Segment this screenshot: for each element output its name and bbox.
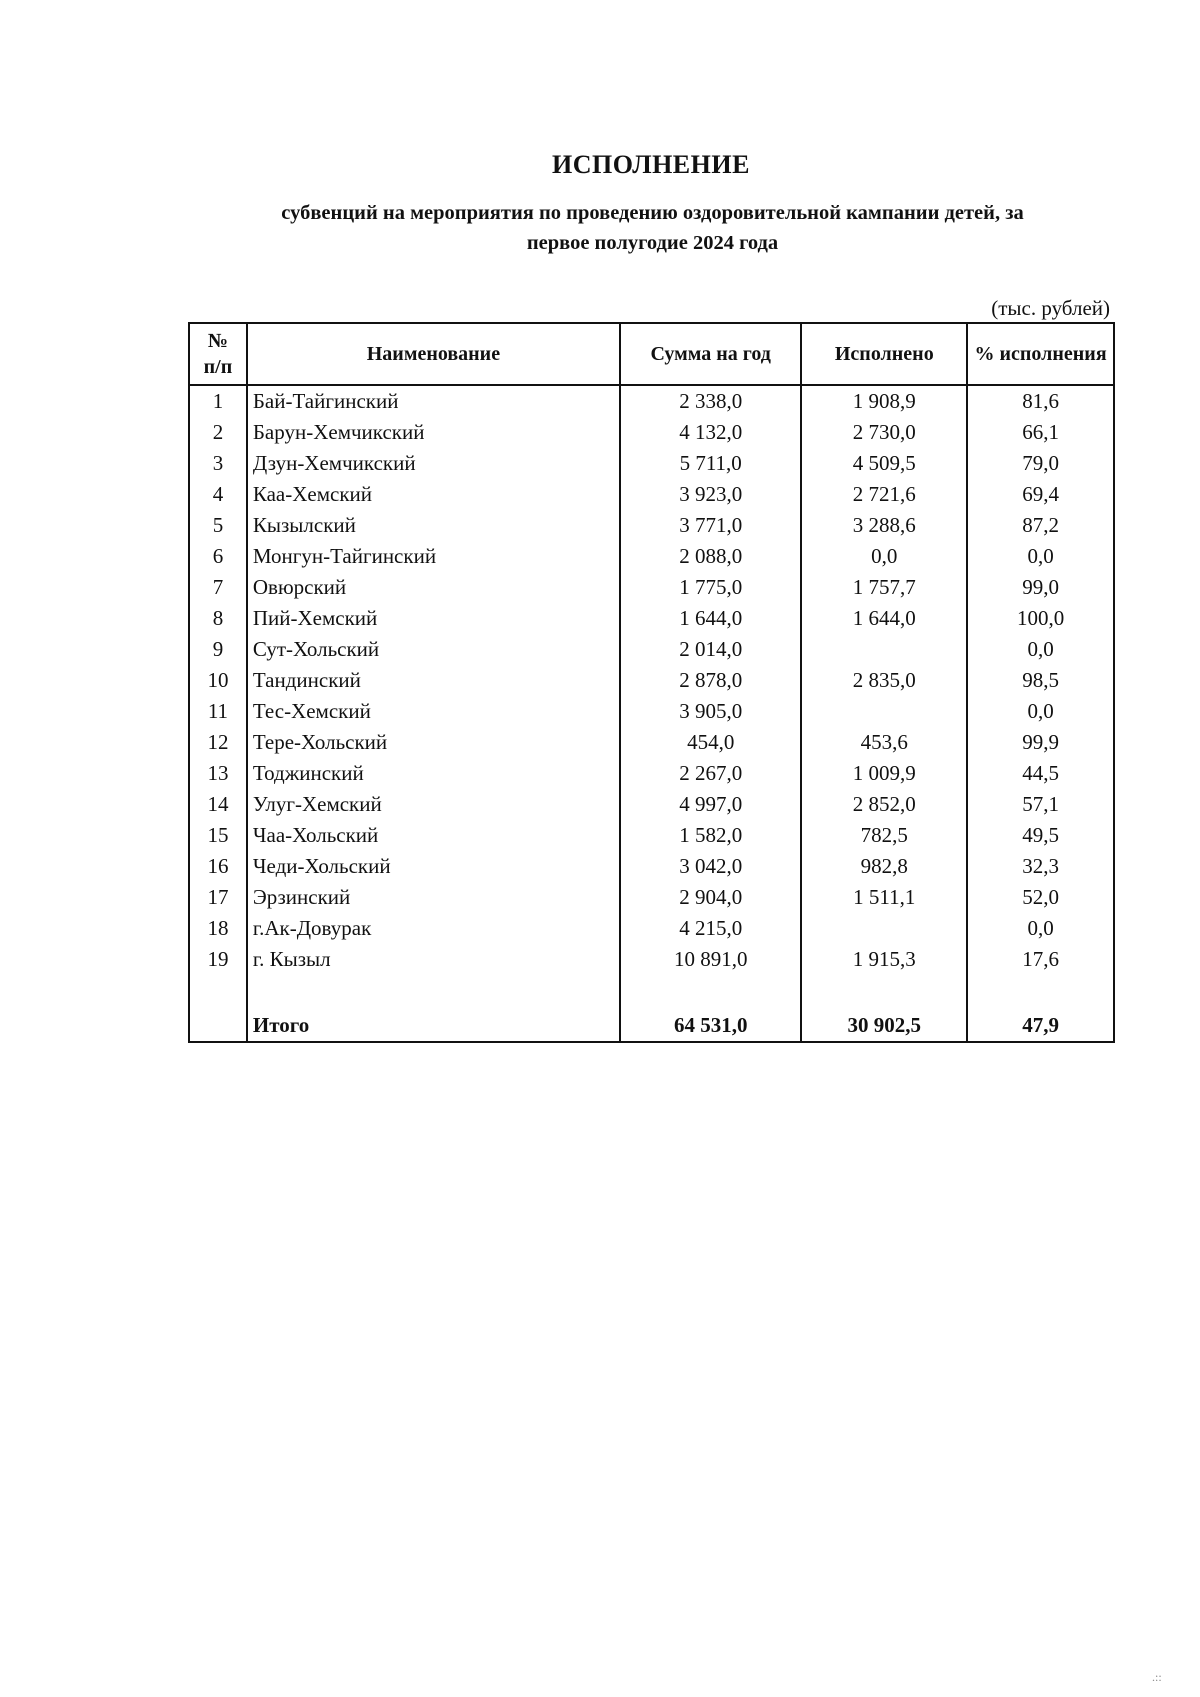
cell-name: Кызылский bbox=[247, 510, 620, 541]
cell-sum: 4 215,0 bbox=[620, 913, 802, 944]
cell-done: 2 730,0 bbox=[801, 417, 967, 448]
cell-pct: 49,5 bbox=[967, 820, 1114, 851]
cell-num: 2 bbox=[189, 417, 247, 448]
total-sum: 64 531,0 bbox=[620, 1009, 802, 1042]
cell-num: 17 bbox=[189, 882, 247, 913]
cell-num: 18 bbox=[189, 913, 247, 944]
total-row bbox=[189, 1009, 1114, 1042]
cell-sum: 10 891,0 bbox=[620, 944, 802, 975]
table-row bbox=[189, 479, 1114, 510]
header-num-line-1: № bbox=[207, 330, 228, 352]
table-header-row bbox=[189, 323, 1114, 385]
cell-name: Эрзинский bbox=[247, 882, 620, 913]
cell-sum: 4 997,0 bbox=[620, 789, 802, 820]
cell-sum: 2 904,0 bbox=[620, 882, 802, 913]
table-row bbox=[189, 913, 1114, 944]
cell-done: 1 644,0 bbox=[801, 603, 967, 634]
cell-num: 4 bbox=[189, 479, 247, 510]
cell-name: г.Ак-Довурак bbox=[247, 913, 620, 944]
cell-done: 2 852,0 bbox=[801, 789, 967, 820]
table-row bbox=[189, 944, 1114, 975]
table-row bbox=[189, 727, 1114, 758]
cell-name: Овюрский bbox=[247, 572, 620, 603]
cell-sum: 2 088,0 bbox=[620, 541, 802, 572]
table-row bbox=[189, 789, 1114, 820]
cell-done bbox=[801, 696, 967, 727]
cell-done: 453,6 bbox=[801, 727, 967, 758]
cell-sum: 3 771,0 bbox=[620, 510, 802, 541]
cell-sum: 2 338,0 bbox=[620, 385, 802, 417]
cell-sum: 5 711,0 bbox=[620, 448, 802, 479]
spacer-row bbox=[189, 975, 1114, 1009]
cell-pct: 66,1 bbox=[967, 417, 1114, 448]
cell-num-empty bbox=[189, 1009, 247, 1042]
subtitle-line-1: субвенций на мероприятия по проведению оздоровительной кампании детей, за bbox=[281, 202, 1024, 224]
table-body bbox=[189, 385, 1114, 1042]
cell-sum: 3 905,0 bbox=[620, 696, 802, 727]
document-title: ИСПОЛНЕНИЕ bbox=[552, 150, 750, 179]
table-row bbox=[189, 634, 1114, 665]
total-done: 30 902,5 bbox=[801, 1009, 967, 1042]
cell-sum: 2 878,0 bbox=[620, 665, 802, 696]
cell-name: Сут-Хольский bbox=[247, 634, 620, 665]
cell-done: 1 908,9 bbox=[801, 385, 967, 417]
cell-num: 11 bbox=[189, 696, 247, 727]
cell-pct: 57,1 bbox=[967, 789, 1114, 820]
table-row bbox=[189, 510, 1114, 541]
document-subtitle bbox=[200, 198, 1105, 258]
cell-num: 15 bbox=[189, 820, 247, 851]
cell-done: 1 009,9 bbox=[801, 758, 967, 789]
header-name: Наименование bbox=[247, 323, 620, 385]
cell-name: Улуг-Хемский bbox=[247, 789, 620, 820]
units-note: (тыс. рублей) bbox=[991, 296, 1110, 320]
execution-table bbox=[188, 322, 1115, 1043]
cell-pct: 0,0 bbox=[967, 696, 1114, 727]
cell-done: 3 288,6 bbox=[801, 510, 967, 541]
cell-done: 0,0 bbox=[801, 541, 967, 572]
table-row bbox=[189, 820, 1114, 851]
cell-num: 7 bbox=[189, 572, 247, 603]
table-row bbox=[189, 572, 1114, 603]
cell-pct: 87,2 bbox=[967, 510, 1114, 541]
cell-name: Чаа-Хольский bbox=[247, 820, 620, 851]
cell-pct: 79,0 bbox=[967, 448, 1114, 479]
cell-done: 1 915,3 bbox=[801, 944, 967, 975]
table-row bbox=[189, 385, 1114, 417]
table-row bbox=[189, 665, 1114, 696]
cell-pct: 0,0 bbox=[967, 913, 1114, 944]
cell-sum: 1 582,0 bbox=[620, 820, 802, 851]
cell-done: 2 721,6 bbox=[801, 479, 967, 510]
cell-name: Тандинский bbox=[247, 665, 620, 696]
cell-sum: 1 644,0 bbox=[620, 603, 802, 634]
cell-sum: 454,0 bbox=[620, 727, 802, 758]
cell-pct: 0,0 bbox=[967, 634, 1114, 665]
cell-done: 1 757,7 bbox=[801, 572, 967, 603]
table-row bbox=[189, 541, 1114, 572]
cell-name: Бай-Тайгинский bbox=[247, 385, 620, 417]
cell-sum: 3 923,0 bbox=[620, 479, 802, 510]
cell-num: 6 bbox=[189, 541, 247, 572]
cell-name: Дзун-Хемчикский bbox=[247, 448, 620, 479]
table-row bbox=[189, 448, 1114, 479]
header-done: Исполнено bbox=[801, 323, 967, 385]
cell-num: 9 bbox=[189, 634, 247, 665]
table-row bbox=[189, 758, 1114, 789]
cell-pct: 100,0 bbox=[967, 603, 1114, 634]
cell-sum: 2 267,0 bbox=[620, 758, 802, 789]
cell-num: 5 bbox=[189, 510, 247, 541]
cell-done: 982,8 bbox=[801, 851, 967, 882]
header-sum: Сумма на год bbox=[620, 323, 802, 385]
cell-done: 782,5 bbox=[801, 820, 967, 851]
header-num bbox=[189, 323, 247, 385]
cell-name: Пий-Хемский bbox=[247, 603, 620, 634]
cell-sum: 3 042,0 bbox=[620, 851, 802, 882]
subtitle-line-2: первое полугодие 2024 года bbox=[526, 232, 779, 254]
table-row bbox=[189, 882, 1114, 913]
cell-done: 2 835,0 bbox=[801, 665, 967, 696]
cell-done bbox=[801, 634, 967, 665]
cell-done bbox=[801, 913, 967, 944]
cell-num: 10 bbox=[189, 665, 247, 696]
cell-pct: 81,6 bbox=[967, 385, 1114, 417]
cell-num: 1 bbox=[189, 385, 247, 417]
cell-done: 1 511,1 bbox=[801, 882, 967, 913]
cell-sum: 4 132,0 bbox=[620, 417, 802, 448]
cell-pct: 99,9 bbox=[967, 727, 1114, 758]
cell-name: г. Кызыл bbox=[247, 944, 620, 975]
total-pct: 47,9 bbox=[967, 1009, 1114, 1042]
cell-name: Чеди-Хольский bbox=[247, 851, 620, 882]
table-row bbox=[189, 851, 1114, 882]
cell-pct: 44,5 bbox=[967, 758, 1114, 789]
cell-name: Барун-Хемчикский bbox=[247, 417, 620, 448]
header-num-line-2: п/п bbox=[203, 356, 233, 378]
cell-name: Тоджинский bbox=[247, 758, 620, 789]
table-row bbox=[189, 417, 1114, 448]
cell-sum: 2 014,0 bbox=[620, 634, 802, 665]
cell-pct: 98,5 bbox=[967, 665, 1114, 696]
cell-pct: 99,0 bbox=[967, 572, 1114, 603]
cell-done: 4 509,5 bbox=[801, 448, 967, 479]
cell-pct: 32,3 bbox=[967, 851, 1114, 882]
cell-name: Каа-Хемский bbox=[247, 479, 620, 510]
cell-name: Тес-Хемский bbox=[247, 696, 620, 727]
cell-name: Монгун-Тайгинский bbox=[247, 541, 620, 572]
cell-num: 12 bbox=[189, 727, 247, 758]
header-pct: % исполнения bbox=[967, 323, 1114, 385]
cell-num: 13 bbox=[189, 758, 247, 789]
scan-corner-mark: .:: bbox=[1152, 1670, 1162, 1684]
cell-sum: 1 775,0 bbox=[620, 572, 802, 603]
cell-pct: 69,4 bbox=[967, 479, 1114, 510]
cell-pct: 17,6 bbox=[967, 944, 1114, 975]
cell-num: 16 bbox=[189, 851, 247, 882]
table-row bbox=[189, 603, 1114, 634]
cell-pct: 52,0 bbox=[967, 882, 1114, 913]
cell-num: 3 bbox=[189, 448, 247, 479]
cell-num: 14 bbox=[189, 789, 247, 820]
table-row bbox=[189, 696, 1114, 727]
cell-pct: 0,0 bbox=[967, 541, 1114, 572]
cell-num: 8 bbox=[189, 603, 247, 634]
cell-name: Тере-Хольский bbox=[247, 727, 620, 758]
cell-num: 19 bbox=[189, 944, 247, 975]
total-label: Итого bbox=[247, 1009, 620, 1042]
